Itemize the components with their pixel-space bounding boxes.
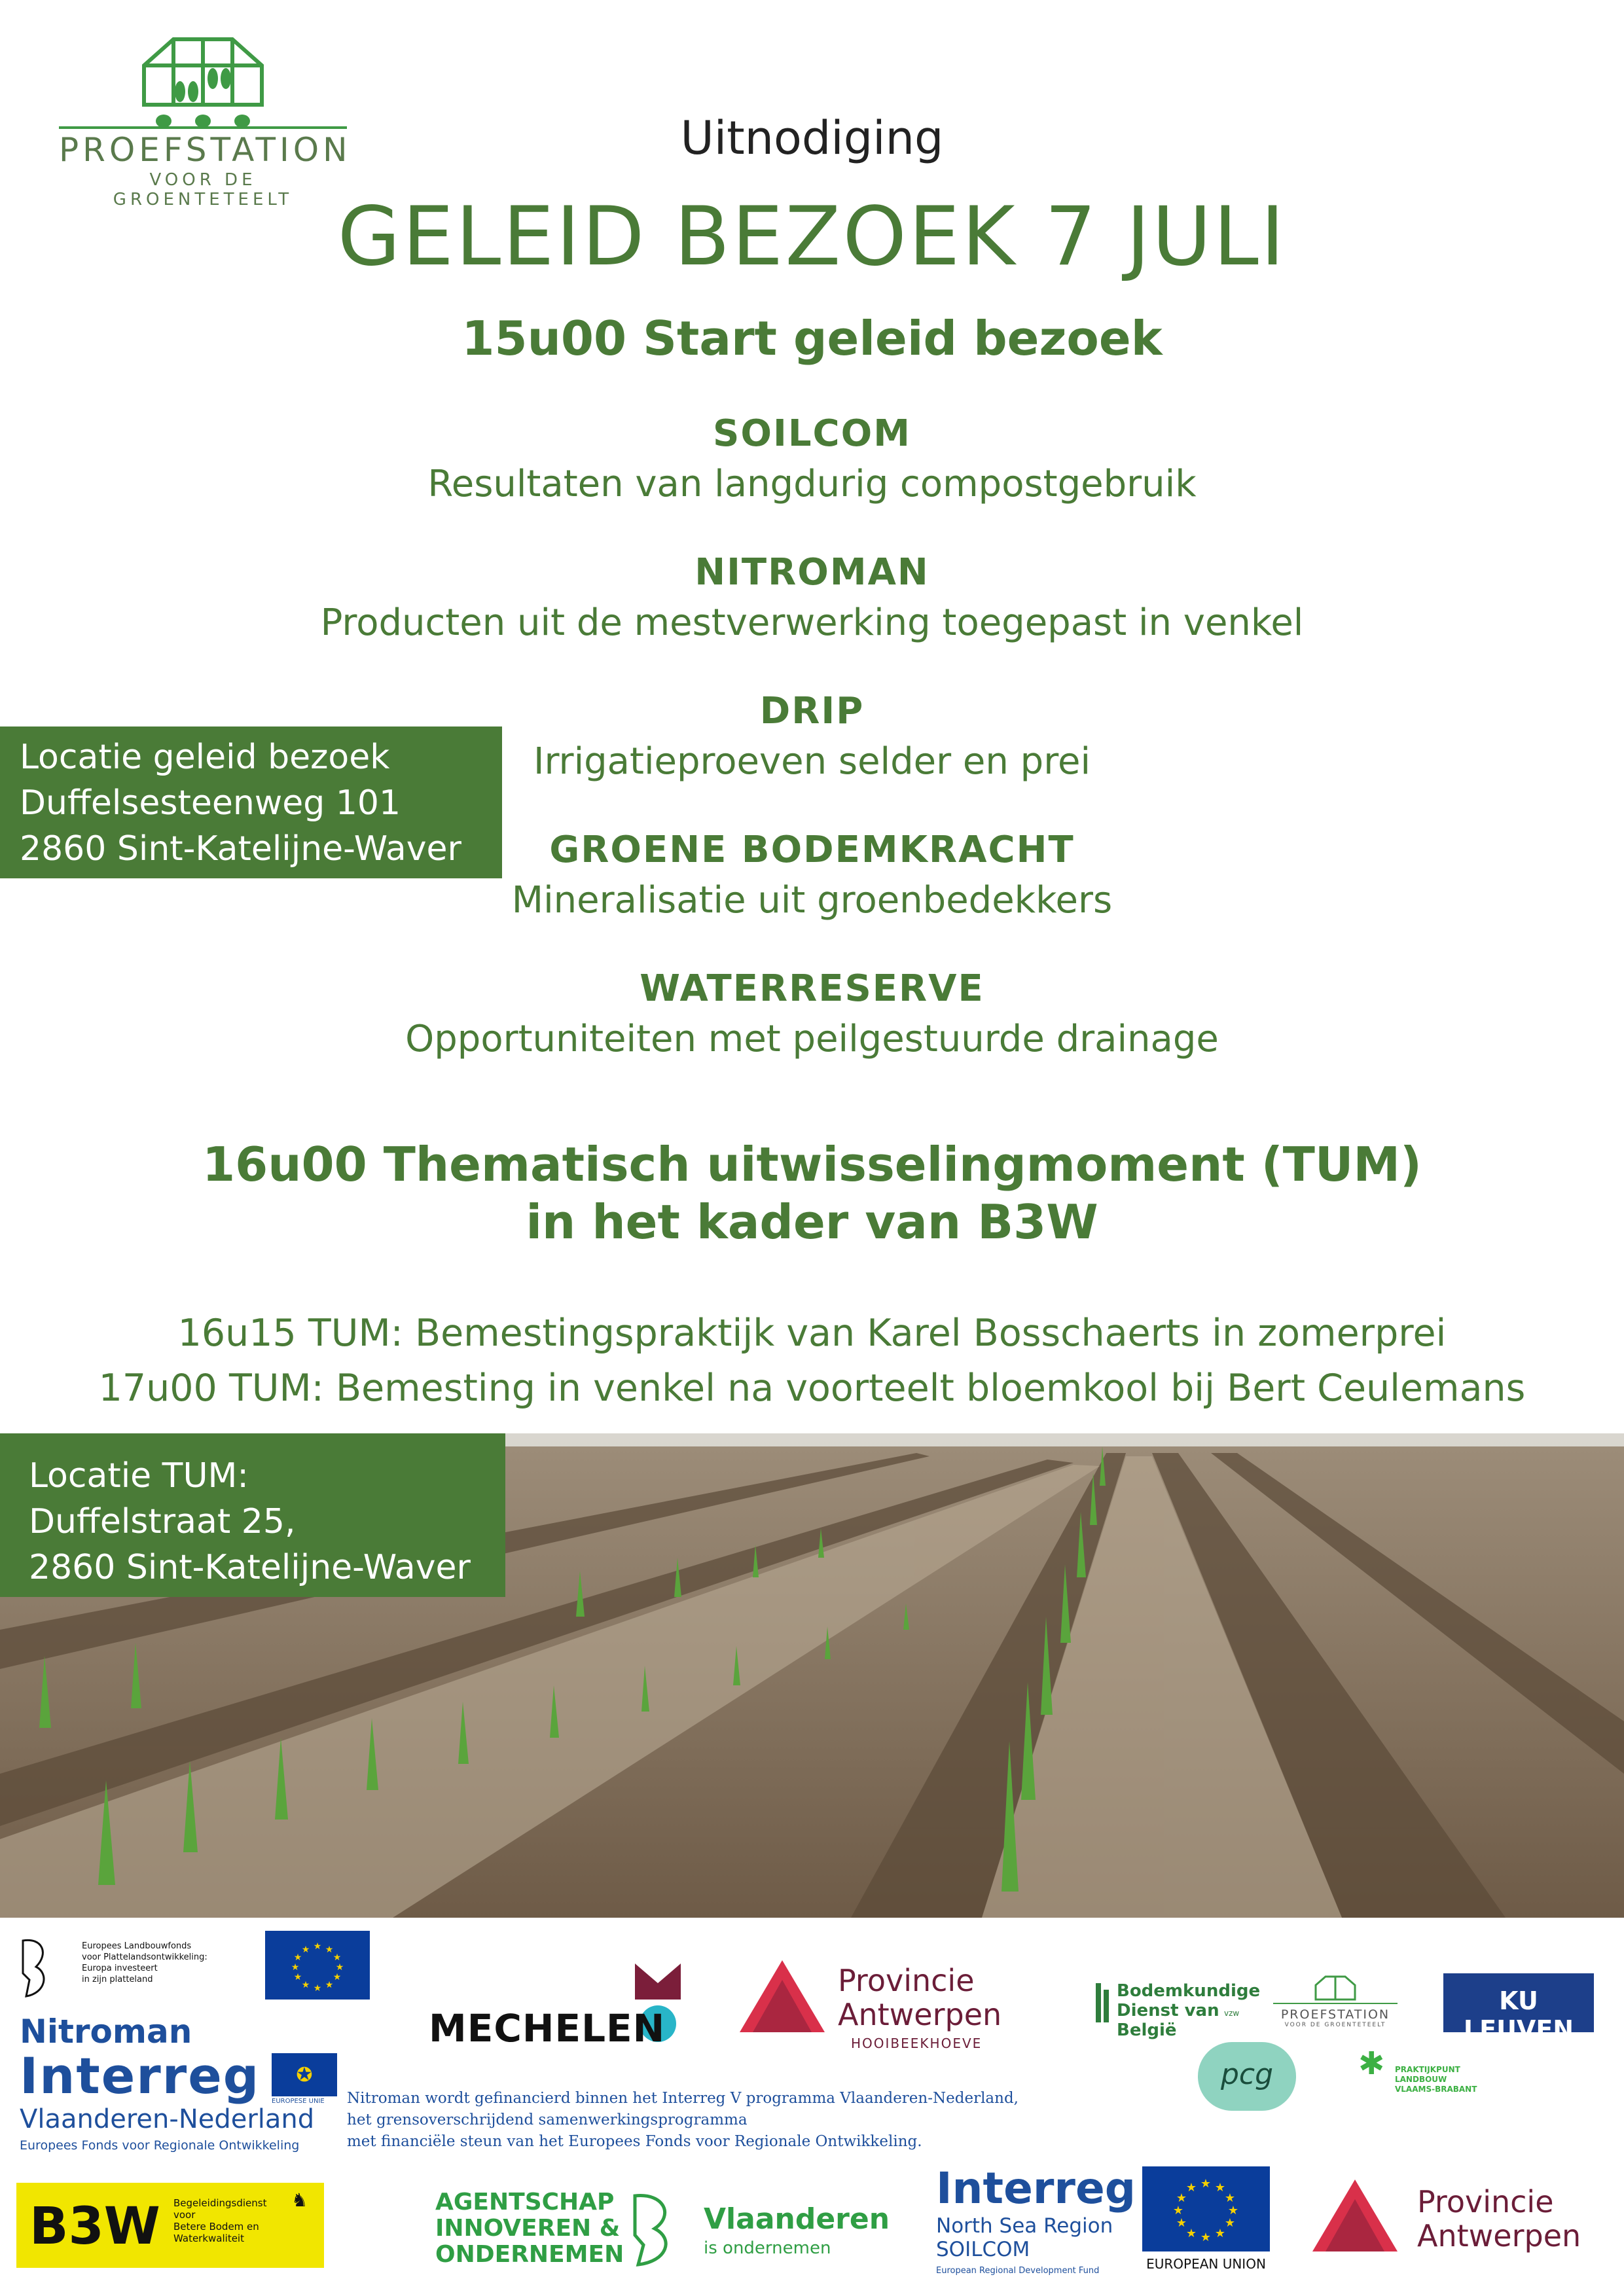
- eu-flag-large: [1142, 2166, 1270, 2251]
- svg-text:★: ★: [1200, 2177, 1212, 2191]
- svg-text:★: ★: [1172, 2204, 1184, 2217]
- interreg-vlaanderen-nederland-logo: [20, 2013, 360, 2153]
- b3w-line: voor: [173, 2209, 196, 2221]
- provincie-name-line: Antwerpen: [1417, 2218, 1581, 2253]
- project-name: NITROMAN: [695, 551, 929, 594]
- project-description: Producten uit de mestverwerking toegepast in venkel: [320, 601, 1304, 644]
- vlaanderen-wordmark: Vlaanderen: [704, 2202, 890, 2236]
- flemish-lion-icon: [16, 1934, 56, 2000]
- svg-text:★: ★: [1176, 2216, 1187, 2230]
- provincie-antwerpen-logo: [1312, 2173, 1600, 2265]
- soilcom-label: SOILCOM: [936, 2238, 1030, 2261]
- location-street: Duffelstraat 25,: [29, 1502, 296, 1541]
- project-item: [0, 551, 1624, 690]
- project-name: DRIP: [759, 690, 865, 732]
- bdb-suffix: vzw: [1224, 2009, 1240, 2018]
- project-name: GROENE BODEMKRACHT: [549, 829, 1075, 871]
- location-city: 2860 Sint-Katelijne-Waver: [29, 1548, 471, 1587]
- eu-star-icon: ✪: [296, 2064, 313, 2087]
- praktijkpunt-line: VLAAMS-BRABANT: [1395, 2085, 1477, 2094]
- svg-text:★: ★: [333, 1972, 342, 1982]
- ku-leuven-logo: [1443, 1973, 1594, 2044]
- mechelen-logo: [425, 1964, 687, 2049]
- bdb-line: Bodemkundige: [1117, 1981, 1261, 2001]
- project-description: Opportuniteiten met peilgestuurde drainage: [405, 1018, 1219, 1060]
- svg-text:★: ★: [1214, 2227, 1226, 2240]
- erdf-label: European Regional Development Fund: [936, 2266, 1100, 2276]
- svg-text:★: ★: [1185, 2227, 1197, 2240]
- logo-word-proefstation: PROEFSTATION: [59, 131, 352, 169]
- asterisk-icon: ✱: [1358, 2045, 1385, 2082]
- proefstation-logo: [59, 26, 352, 209]
- provincie-triangle-icon: [1312, 2179, 1398, 2251]
- funding-statement: [347, 2088, 1041, 2160]
- svg-text:★: ★: [1224, 2191, 1236, 2205]
- elfpo-line: Europa investeert: [82, 1964, 158, 1973]
- pcg-logo: [1198, 2042, 1296, 2111]
- bodemkundige-dienst-logo: [1093, 1980, 1261, 2040]
- project-name: SOILCOM: [713, 412, 911, 455]
- b3w-wordmark: B3W: [29, 2197, 160, 2256]
- provincie-triangle-icon: [740, 1960, 825, 2032]
- european-union-label: EUROPEAN UNION: [1146, 2256, 1266, 2272]
- project-description: Irrigatieproeven selder en prei: [533, 740, 1091, 783]
- start-time-heading: 15u00 Start geleid bezoek: [461, 311, 1163, 366]
- vlaanderen-nederland-label: Vlaanderen-Nederland: [20, 2104, 315, 2134]
- project-description: Resultaten van langdurig compostgebruik: [427, 463, 1197, 505]
- funding-line: Nitroman wordt gefinancierd binnen het Interreg V programma Vlaanderen-Nederland,: [347, 2090, 1019, 2107]
- location-street: Duffelsesteenweg 101: [20, 783, 401, 823]
- location-visit-box: [0, 726, 502, 878]
- svg-text:★: ★: [325, 1980, 334, 1990]
- proefstation-small-logo: [1273, 1973, 1398, 2032]
- location-city: 2860 Sint-Katelijne-Waver: [20, 829, 461, 869]
- location-label: Locatie geleid bezoek: [20, 738, 390, 777]
- agentschap-line: AGENTSCHAP: [435, 2189, 615, 2215]
- tum-time-item: 16u15 TUM: Bemestingspraktijk van Karel Bosschaerts in zomerprei: [177, 1312, 1447, 1355]
- project-description: Mineralisatie uit groenbedekkers: [511, 879, 1113, 922]
- svg-text:★: ★: [1185, 2181, 1197, 2195]
- location-tum-box: [0, 1433, 505, 1597]
- greenhouse-small-icon: [1273, 1973, 1398, 2006]
- location-label: Locatie TUM:: [29, 1456, 249, 1496]
- eu-flag: [265, 1931, 370, 2000]
- elfpo-logo: [16, 1934, 239, 2006]
- north-sea-region-label: North Sea Region: [936, 2214, 1113, 2238]
- svg-text:★: ★: [313, 1941, 322, 1952]
- tum-heading-line1: 16u00 Thematisch uitwisselingmoment (TUM): [202, 1137, 1422, 1192]
- b3w-line: Begeleidingsdienst: [173, 2197, 267, 2209]
- svg-text:★: ★: [301, 1980, 310, 1990]
- b3w-line: Betere Bodem en: [173, 2221, 259, 2233]
- project-item: [0, 412, 1624, 551]
- svg-text:★: ★: [335, 1962, 344, 1973]
- nitroman-wordmark: Nitroman: [20, 2013, 192, 2051]
- agentschap-line: ONDERNEMEN: [435, 2241, 624, 2268]
- flemish-lion-green-icon: [625, 2189, 684, 2268]
- invitation-label: Uitnodiging: [680, 111, 944, 165]
- agentschap-line: INNOVEREN &: [435, 2215, 621, 2242]
- svg-text:★: ★: [1200, 2231, 1212, 2244]
- tum-time-item: 17u00 TUM: Bemesting in venkel na voorteelt bloemkool bij Bert Ceulemans: [98, 1367, 1526, 1410]
- svg-text:★: ★: [1227, 2204, 1239, 2217]
- elfpo-line: in zijn platteland: [82, 1975, 153, 1984]
- svg-text:★: ★: [1224, 2216, 1236, 2230]
- bdb-line: Dienst van België: [1117, 2001, 1219, 2040]
- proefstation-small-word: PROEFSTATION: [1280, 2007, 1390, 2022]
- project-item: [0, 967, 1624, 1106]
- provincie-name-line: Antwerpen: [838, 1997, 1002, 2032]
- project-name: WATERRESERVE: [640, 967, 984, 1010]
- proefstation-small-sub: VOOR DE GROENTETEELT: [1284, 2022, 1386, 2028]
- b3w-logo: [16, 2183, 324, 2268]
- ku-leuven-wordmark: KU LEUVEN: [1463, 1986, 1574, 2044]
- tum-heading-line2: in het kader van B3W: [526, 1194, 1098, 1249]
- svg-text:★: ★: [1176, 2191, 1187, 2205]
- eu-stars-large-icon: [1142, 2166, 1270, 2251]
- bdb-mark-icon: [1093, 1983, 1113, 2022]
- b3w-line: Waterkwaliteit: [173, 2233, 244, 2244]
- provincie-name-line: Provincie: [838, 1963, 975, 1998]
- mechelen-wordmark: MECHELEN: [429, 2006, 666, 2051]
- praktijkpunt-line: PRAKTIJKPUNT LANDBOUW: [1395, 2065, 1460, 2084]
- svg-text:★: ★: [313, 1983, 322, 1994]
- praktijkpunt-logo: [1358, 2045, 1509, 2098]
- elfpo-line: voor Plattelandsontwikkeling:: [82, 1952, 208, 1962]
- page-title: GELEID BEZOEK 7 JULI: [337, 190, 1287, 284]
- svg-text:★: ★: [291, 1962, 300, 1973]
- svg-text:★: ★: [293, 1972, 302, 1982]
- svg-text:★: ★: [293, 1952, 302, 1963]
- funding-line: met financiële steun van het Europees Fonds voor Regionale Ontwikkeling.: [347, 2133, 922, 2150]
- svg-text:★: ★: [301, 1945, 310, 1955]
- svg-text:★: ★: [333, 1952, 342, 1963]
- interreg-north-sea-logo: [936, 2163, 1146, 2281]
- pcg-wordmark: pcg: [1220, 2058, 1274, 2091]
- logo-word-subtitle: VOOR DE GROENTETEELT: [113, 170, 293, 209]
- elfpo-line: Europees Landbouwfonds: [82, 1941, 192, 1951]
- efro-label: Europees Fonds voor Regionale Ontwikkeling: [20, 2138, 300, 2153]
- interreg-nsr-wordmark: Interreg: [936, 2163, 1136, 2214]
- agentschap-vlaio-logo: [435, 2189, 890, 2274]
- funding-line: het grensoverschrijdend samenwerkingsprogramma: [347, 2111, 748, 2128]
- provincie-name-line: Provincie: [1417, 2184, 1554, 2219]
- svg-text:★: ★: [325, 1945, 334, 1955]
- interreg-wordmark: Interreg: [20, 2047, 261, 2105]
- flemish-lion-small-icon: ♞: [291, 2189, 308, 2211]
- eu-stars-icon: [265, 1931, 370, 2000]
- vlaanderen-sub: is ondernemen: [704, 2238, 831, 2258]
- eu-small-label: EUROPESE UNIE: [272, 2098, 325, 2105]
- provincie-subtitle: HOOIBEEKHOEVE: [851, 2036, 983, 2051]
- svg-text:★: ★: [1214, 2181, 1226, 2195]
- eu-flag-small: [272, 2053, 337, 2096]
- tum-heading: [0, 1136, 1624, 1251]
- tum-schedule: [0, 1306, 1624, 1416]
- provincie-antwerpen-hooibeekhoeve-logo: [740, 1954, 1015, 2058]
